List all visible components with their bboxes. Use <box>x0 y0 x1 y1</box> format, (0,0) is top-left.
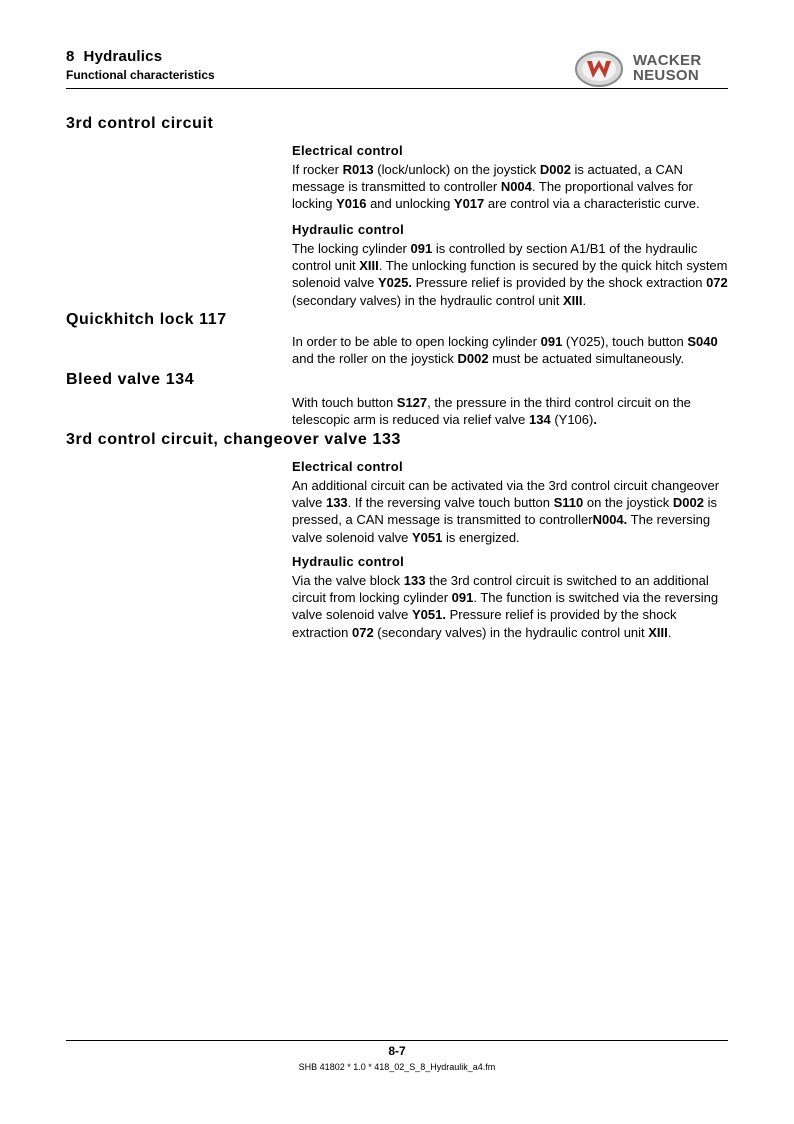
paragraph-bleed-valve <box>292 394 732 428</box>
reference-code: S040 <box>687 334 718 349</box>
paragraph-text: . <box>667 624 672 640</box>
subheading-changeover-electrical: Electrical control <box>292 459 403 474</box>
paragraph-changeover-hydraulic <box>292 572 732 641</box>
paragraph-text: (lock/unlock) on the joystick <box>373 162 540 177</box>
reference-code: S110 <box>553 495 584 511</box>
chapter-number: 8 <box>66 48 75 65</box>
document-reference: SHB 41802 * 1.0 * 418_02_S_8_Hydraulik_a4.fm <box>298 1062 496 1072</box>
paragraph-text: Via the valve block <box>292 573 404 588</box>
paragraph-text: are control via a characteristic curve. <box>484 196 700 212</box>
paragraph-text: must be actuated simultaneously. <box>488 351 685 367</box>
paragraph-text: is actuated, a CAN message is transmitted to controller <box>292 162 683 195</box>
paragraph-changeover-electrical <box>292 477 732 546</box>
paragraph-text: . The unlocking function is secured by the quick hitch system solenoid valve <box>292 258 728 291</box>
reference-code: N004 <box>500 179 532 195</box>
footer-divider <box>66 1040 728 1041</box>
reference-code: N004. <box>592 512 628 528</box>
reference-code: 133 <box>325 495 348 511</box>
paragraph-text: is pressed, a CAN message is transmitted to controller <box>292 495 717 528</box>
paragraph-text: on the joystick <box>583 495 673 511</box>
paragraph-text: is controlled by section A1/B1 of the hydraulic control unit <box>292 241 698 274</box>
paragraph-text: (Y025), touch button <box>562 334 688 349</box>
logo-text-line2: NEUSON <box>633 67 699 84</box>
reference-code: 091 <box>451 590 474 606</box>
heading-3rd-control-circuit: 3rd control circuit <box>66 115 214 132</box>
paragraph-text: An additional circuit can be activated via the 3rd control circuit changeover valve <box>292 478 720 511</box>
paragraph-electrical-control <box>292 161 732 213</box>
wacker-neuson-logo <box>573 48 728 88</box>
section-subtitle: Functional characteristics <box>66 68 215 82</box>
reference-code: D002 <box>672 495 704 511</box>
paragraph-text: and unlocking <box>366 196 454 212</box>
reference-code: Y051 <box>411 529 443 545</box>
reference-code: D002 <box>457 351 489 367</box>
paragraph-text: With touch button <box>292 395 397 410</box>
reference-code: . <box>593 412 597 428</box>
chapter-header <box>66 48 162 65</box>
reference-code: Y025. <box>378 275 412 291</box>
paragraph-text: . The function is switched via the reversing valve solenoid valve <box>292 590 719 623</box>
paragraph-text: . If the reversing valve touch button <box>347 495 554 511</box>
paragraph-text: is energized. <box>442 529 520 545</box>
reference-code: 134 <box>529 412 551 428</box>
logo-text-line1: WACKER <box>633 52 702 69</box>
paragraph-text: (secondary valves) in the hydraulic control unit <box>292 292 563 308</box>
reference-code: 091 <box>540 334 563 349</box>
reference-code: Y016 <box>336 196 367 212</box>
subheading-electrical-control: Electrical control <box>292 143 403 158</box>
paragraph-text: (secondary valves) in the hydraulic control unit <box>373 624 649 640</box>
paragraph-text: . The proportional valves for locking <box>292 179 693 212</box>
paragraph-quickhitch-lock <box>292 333 732 367</box>
heading-quickhitch-lock: Quickhitch lock 117 <box>66 311 227 328</box>
reference-code: 072 <box>706 275 728 291</box>
subheading-changeover-hydraulic: Hydraulic control <box>292 554 405 569</box>
header-divider <box>66 88 728 89</box>
subheading-hydraulic-control: Hydraulic control <box>292 222 405 237</box>
paragraph-text: Pressure relief is provided by the shock extraction <box>292 607 677 640</box>
reference-code: 133 <box>403 573 426 588</box>
paragraph-text: Pressure relief is provided by the shock extraction <box>411 275 707 291</box>
paragraph-text: The reversing valve solenoid valve <box>292 512 711 545</box>
chapter-title: Hydraulics <box>83 48 163 65</box>
paragraph-text: (Y106) <box>550 412 594 428</box>
paragraph-text: the 3rd control circuit is switched to an additional circuit from locking cylinder <box>292 573 709 606</box>
page-number: 8-7 <box>388 1044 406 1058</box>
heading-bleed-valve: Bleed valve 134 <box>66 371 195 388</box>
heading-changeover-valve: 3rd control circuit, changeover valve 133 <box>66 431 401 448</box>
paragraph-text: and the roller on the joystick <box>292 351 458 367</box>
reference-code: Y017 <box>453 196 485 212</box>
reference-code: 091 <box>410 241 433 256</box>
reference-code: D002 <box>539 162 571 177</box>
reference-code: R013 <box>342 162 374 177</box>
paragraph-text: , the pressure in the third control circuit on the telescopic arm is reduced via relief valve <box>292 395 691 428</box>
reference-code: Y051. <box>411 607 446 623</box>
wacker-neuson-w-logo-icon <box>573 48 625 88</box>
paragraph-text: If rocker <box>292 162 343 177</box>
paragraph-text: . <box>582 292 587 308</box>
reference-code: XIII <box>562 292 583 308</box>
paragraph-text: In order to be able to open locking cylinder <box>292 334 541 349</box>
paragraph-hydraulic-control <box>292 240 732 309</box>
reference-code: XIII <box>359 258 379 274</box>
reference-code: 072 <box>351 624 374 640</box>
reference-code: XIII <box>648 624 668 640</box>
paragraph-text: The locking cylinder <box>292 241 411 256</box>
reference-code: S127 <box>396 395 428 410</box>
